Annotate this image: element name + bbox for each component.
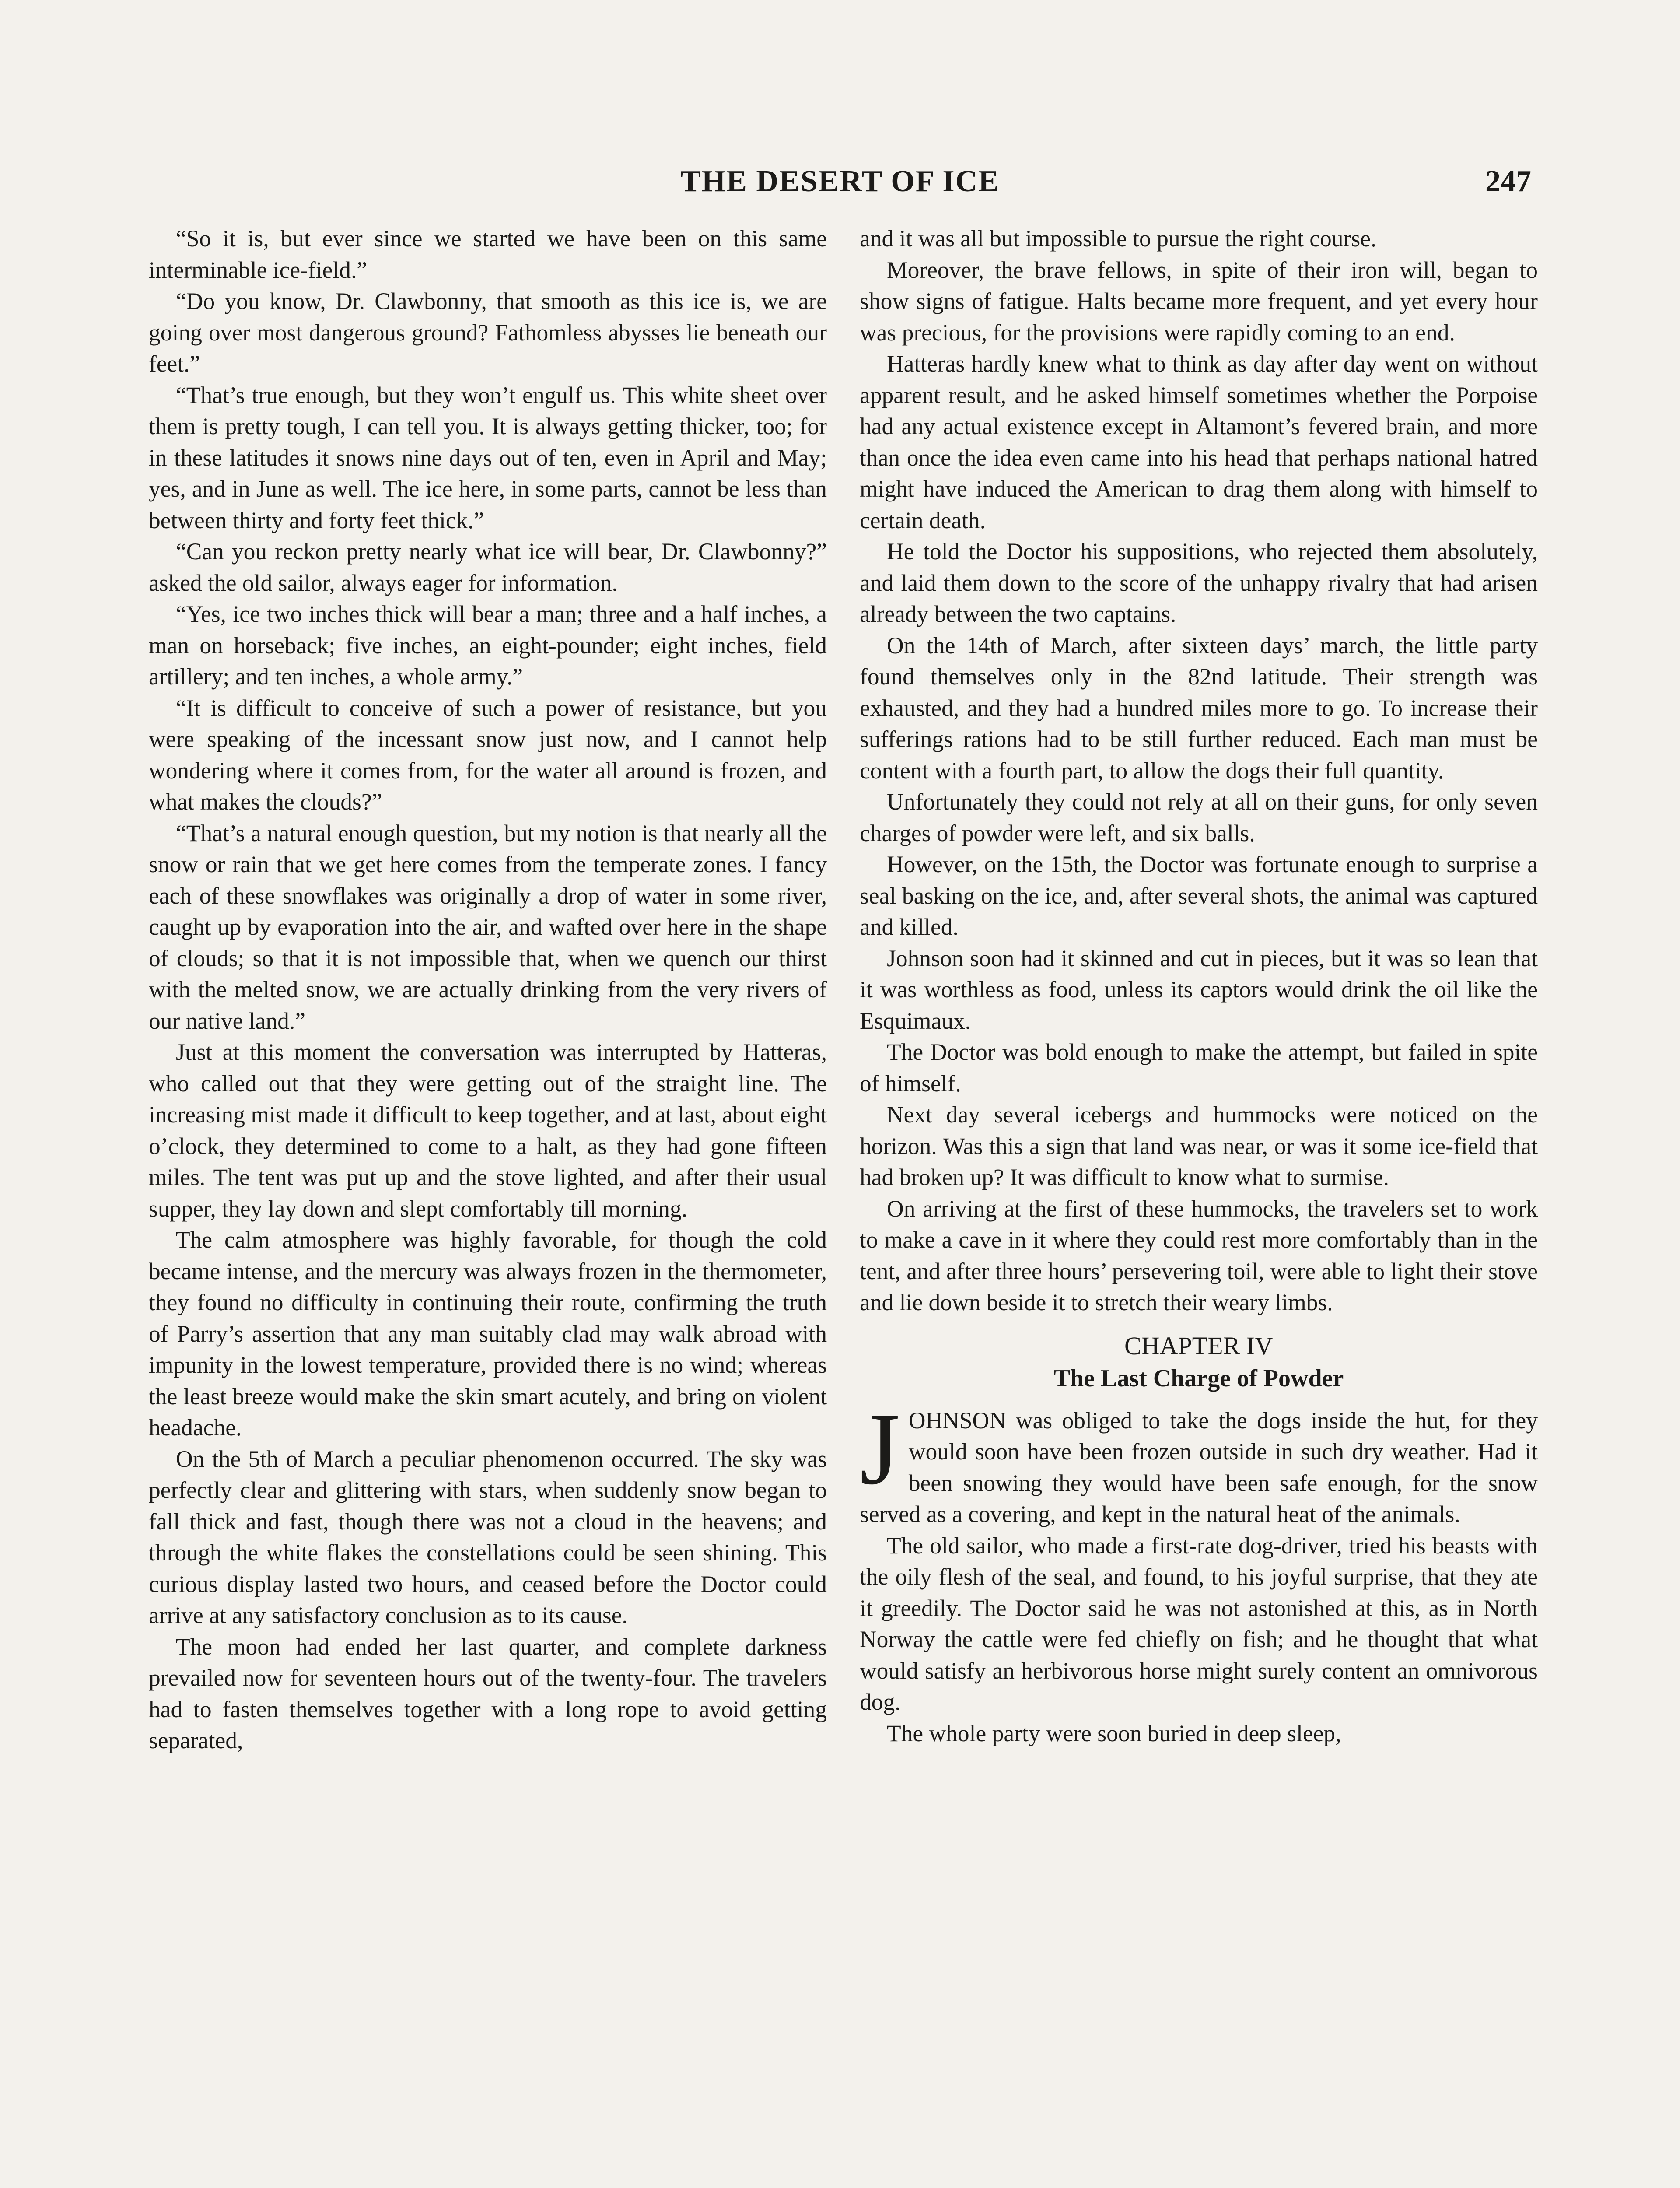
paragraph: On the 5th of March a peculiar phenomenon occurred. The sky was perfectly clear and glittering with stars, when suddenly snow began to fall thick and fast, though there was not a cloud in the heavens; and through the white flakes the constellations could be seen shining. This curious display lasted two hours, and ceased before the Doctor could arrive at any satisfactory conclusion as to its cause. [149,1445,827,1628]
paragraph: “That’s true enough, but they won’t engulf us. This white sheet over them is pretty tough, I can tell you. It is always getting thicker, too; for in these latitudes it snows nine days out of ten, even in April and May; yes, and in June as well. The ice here, in some parts, cannot be less than between thirty and forty feet thick.” [149,382,827,533]
paragraph: On arriving at the first of these hummocks, the travelers set to work to make a cave in it where they could rest more comfortably than in the tent, and after three hours’ persevering toil, were able to light their stove and lie down beside it to stretch their weary limbs. [860,1195,1538,1315]
paragraph: The whole party were soon buried in deep sleep, [887,1720,1341,1746]
chapter-heading: CHAPTER IV [1124,1331,1273,1360]
paragraph: However, on the 15th, the Doctor was fortunate enough to surprise a seal basking on the ice, and, after several shots, the animal was captured and killed. [860,851,1538,940]
drop-cap: J [860,1392,900,1506]
paragraph: On the 14th of March, after sixteen days’ march, the little party found themselves only in the 82nd latitude. Their strength was exhausted, and they had a hundred miles more to go. To increase their sufferings rations had to be still further reduced. Each man must be content with a fourth part, to allow the dogs their full quantity. [860,632,1538,784]
paragraph: The moon had ended her last quarter, and complete darkness prevailed now for seventeen hours out of the twenty-four. The travelers had to fasten themselves together with a long rope to avoid getting separated, [149,1633,827,1753]
paragraph: “It is difficult to conceive of such a power of resistance, but you were speaking of the incessant snow just now, and I cannot help wondering where it comes from, for the water all around is frozen, and what makes the clouds?” [149,694,827,815]
paragraph: “That’s a natural enough question, but my notion is that nearly all the snow or rain that we get here comes from the temperate zones. I fancy each of these snowflakes was originally a drop of water in some river, caught up by evaporation into the air, and wafted over here in the shape of clouds; so that it is not impossible that, when we quench our thirst with the melted snow, we are actually drinking from the very rivers of our native land.” [149,820,827,1034]
paragraph: He told the Doctor his suppositions, who rejected them absolutely, and laid them down to the score of the unhappy rivalry that had arisen already between the two captains. [860,538,1538,627]
paragraph: “So it is, but ever since we started we have been on this same interminable ice-field.” [149,225,827,283]
chapter-first-paragraph [860,1392,1538,1530]
paragraph: Moreover, the brave fellows, in spite of their iron will, began to show signs of fatigue. Halts became more frequent, and yet every hour was precious, for the provisions were rapidly coming to an end. [860,256,1538,346]
paragraph: “Do you know, Dr. Clawbonny, that smooth as this ice is, we are going over most dangerous ground? Fathomless abysses lie beneath our feet.” [149,288,827,377]
right-column [860,223,1538,1749]
page-header [149,164,1531,212]
paragraph: The old sailor, who made a first-rate dog-driver, tried his beasts with the oily flesh of the seal, and found, to his joyful surprise, that they ate it greedily. The Doctor said he was not astonished at this, as in North Norway the cattle were fed chiefly on fish; and he thought that what would satisfy an herbivorous horse might surely content an omnivorous dog. [860,1532,1538,1715]
first-paragraph-text: OHNSON was obliged to take the dogs inside the hut, for they would soon have been frozen outside in such dry weather. Had it been snowing they would have been safe enough, for the snow served as a covering, and kept in the natural heat of the animals. [860,1407,1538,1527]
left-column [149,223,827,1757]
paragraph: Unfortunately they could not rely at all on their guns, for only seven charges of powder were left, and six balls. [860,789,1538,846]
page-number: 247 [1485,165,1531,198]
paragraph: “Yes, ice two inches thick will bear a man; three and a half inches, a man on horseback; five inches, an eight-pounder; eight inches, field artillery; and ten inches, a whole army.” [149,601,827,690]
paragraph: Just at this moment the conversation was interrupted by Hatteras, who called out that they were getting out of the straight line. The increasing mist made it difficult to keep together, and at last, about eight o’clock, they determined to come to a halt, as they had gone fifteen miles. The tent was put up and the stove lighted, and after their usual supper, they lay down and slept comfortably till morning. [149,1039,827,1222]
chapter-title: The Last Charge of Powder [1054,1364,1344,1392]
paragraph: Johnson soon had it skinned and cut in pieces, but it was so lean that it was worthless as food, unless its captors would drink the oil like the Esquimaux. [860,945,1538,1034]
paragraph: The calm atmosphere was highly favorable, for though the cold became intense, and the mercury was always frozen in the thermometer, they found no difficulty in continuing their route, confirming the truth of Parry’s assertion that any man suitably clad may walk abroad with impunity in the lowest temperature, provided there is no wind; whereas the least breeze would make the skin smart acutely, and bring on violent headache. [149,1227,827,1441]
continued-paragraph: and it was all but impossible to pursue the right course. [860,225,1377,252]
paragraph: Next day several icebergs and hummocks were noticed on the horizon. Was this a sign that land was near, or was it some ice-field that had broken up? It was difficult to know what to surmise. [860,1101,1538,1190]
paragraph: “Can you reckon pretty nearly what ice will bear, Dr. Clawbonny?” asked the old sailor, always eager for information. [149,538,827,596]
running-title: THE DESERT OF ICE [680,165,1000,198]
paragraph: Hatteras hardly knew what to think as day after day went on without apparent result, and he asked himself sometimes whether the Porpoise had any actual existence except in Altamont’s fevered brain, and more than once the idea even came into his head that perhaps national hatred might have induced the American to drag them along with himself to certain death. [860,351,1538,533]
paragraph: The Doctor was bold enough to make the attempt, but failed in spite of himself. [860,1039,1538,1097]
